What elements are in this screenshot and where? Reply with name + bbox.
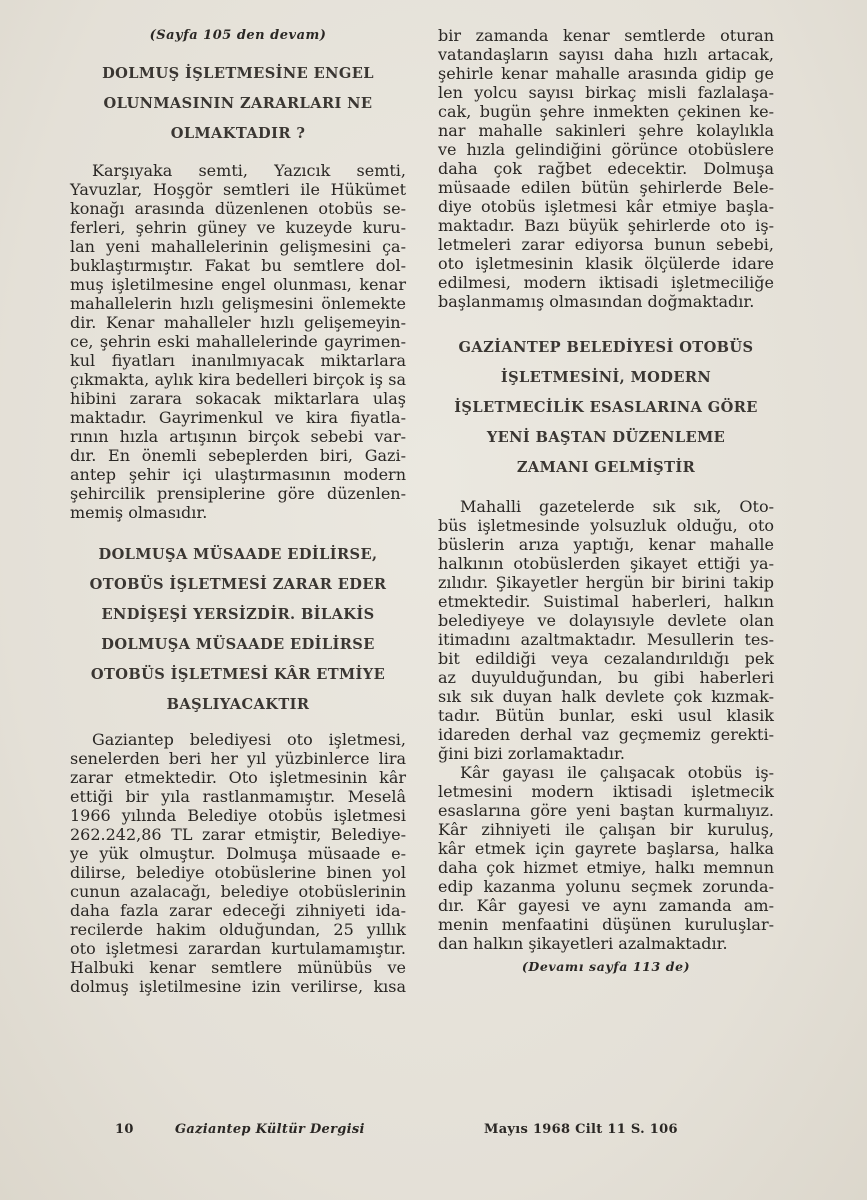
text-line: mahallelerin hızlı gelişmesini önlemekte (70, 294, 406, 313)
text-line: dır. Kâr gayesi ve aynı zamanda am- (438, 896, 774, 915)
text-line: ettiği bir yıla rastlanmamıştır. Meselâ (70, 787, 406, 806)
section-heading-1 (70, 59, 406, 149)
heading-line: ZAMANI GELMİŞTİR (516, 459, 696, 476)
text-line: Kâr zihniyeti ile çalışan bir kuruluş, (438, 820, 774, 839)
heading-line: DOLMUŞ İŞLETMESİNE ENGEL (102, 65, 374, 82)
text-line: maktadır. Gayrimenkul ve kira fiyatla- (70, 408, 406, 427)
text-line: bir zamanda kenar semtlerde oturan (438, 26, 774, 45)
text-line: halkının otobüslerden şikayet ettiği ya- (438, 554, 774, 573)
text-line: diye otobüs işletmesi kâr etmiye başla- (438, 197, 774, 216)
section-heading-2 (70, 540, 406, 720)
text-line: Mahalli gazetelerde sık sık, Oto- (460, 497, 774, 516)
text-line: esaslarına göre yeni baştan kurmalıyız. (438, 801, 774, 820)
left-column (70, 28, 406, 996)
paragraph-4 (438, 497, 774, 763)
text-line: konağı arasında düzenlenen otobüs se- (70, 199, 406, 218)
text-line: tadır. Bütün bunlar, eski usul klasik (438, 706, 774, 725)
text-line: muş işletilmesine engel olunması, kenar (70, 275, 406, 294)
text-line: az duyulduğundan, bu gibi haberleri (438, 668, 774, 687)
text-line: kul fiyatları inanılmıyacak miktarlara (70, 351, 406, 370)
text-line: şehircilik prensiplerine göre düzenlen- (70, 484, 406, 503)
text-line: rının hızla artışının birçok sebebi var- (70, 427, 406, 446)
text-line: recilerde hakim olduğundan, 25 yıllık (70, 920, 406, 939)
text-line: Kâr gayası ile çalışacak otobüs iş- (460, 763, 774, 782)
text-line: itimadını azaltmaktadır. Mesullerin tes- (438, 630, 774, 649)
text-line: edilmesi, modern iktisadi işletmeciliğe (438, 273, 774, 292)
text-line: Gaziantep belediyesi oto işletmesi, (92, 730, 406, 749)
text-line: bit edildiği veya cezalandırıldığı pek (438, 649, 774, 668)
text-line: dilirse, belediye otobüslerine binen yol (70, 863, 406, 882)
text-line: hibini zarara sokacak miktarlara ulaş (70, 389, 406, 408)
text-line: memiş olmasıdır. (70, 503, 208, 522)
text-line: cak, bugün şehre inmekten çekinen ke- (438, 102, 774, 121)
text-line: letmesini modern iktisadi işletmecik (438, 782, 774, 801)
text-line: nar mahalle sakinleri şehre kolaylıkla (438, 121, 774, 140)
text-line: Yavuzlar, Hoşgör semtleri ile Hükümet (70, 180, 406, 199)
text-line: dan halkın şikayetleri azalmaktadır. (438, 934, 728, 953)
heading-line: DOLMUŞA MÜSAADE EDİLİRSE, (98, 546, 378, 563)
journal-name: Gaziantep Kültür Dergisi (175, 1122, 365, 1137)
text-line: müsaade edilen bütün şehirlerde Bele- (438, 178, 774, 197)
text-line: daha çok hizmet etmiye, halkı memnun (438, 858, 774, 877)
text-line: senelerden beri her yıl yüzbinlerce lira (70, 749, 406, 768)
text-line: daha çok rağbet edecektir. Dolmuşa (438, 159, 774, 178)
section-heading-3 (438, 333, 774, 483)
text-line: şehirle kenar mahalle arasında gidip ge (438, 64, 774, 83)
text-line: buklaştırmıştır. Fakat bu semtlere dol- (70, 256, 406, 275)
text-line: ce, şehrin eski mahallelerinde gayrimen- (70, 332, 406, 351)
right-column (438, 26, 774, 974)
text-line: ğini bizi zorlamaktadır. (438, 744, 625, 763)
heading-line: İŞLETMESİNİ, MODERN (500, 369, 712, 386)
text-line: başlanmamış olmasından doğmaktadır. (438, 292, 755, 311)
text-line: oto işletmesi zarardan kurtulamamıştır. (70, 939, 406, 958)
text-line: zılıdır. Şikayetler hergün bir birini takip (438, 573, 774, 592)
heading-line: DOLMUŞA MÜSAADE EDİLİRSE (101, 636, 375, 653)
heading-line: GAZİANTEP BELEDİYESİ OTOBÜS (458, 339, 754, 356)
text-line: oto işletmesinin klasik ölçülerde idare (438, 254, 774, 273)
text-line: büslerin arıza yaptığı, kenar mahalle (438, 535, 774, 554)
text-line: idareden derhal vaz geçmemiz gerekti- (438, 725, 774, 744)
text-line: daha fazla zarar edeceği zihniyeti ida- (70, 901, 406, 920)
text-line: belediyeye ve dolayısıyle devlete olan (438, 611, 774, 630)
heading-line: OTOBÜS İŞLETMESİ ZARAR EDER (89, 576, 387, 593)
text-line: menin menfaatini düşünen kuruluşlar- (438, 915, 774, 934)
text-line: edip kazanma yolunu seçmek zorunda- (438, 877, 774, 896)
text-line: 1966 yılında Belediye otobüs işletmesi (70, 806, 406, 825)
paragraph-3 (438, 26, 774, 311)
page-number: 10 (115, 1122, 134, 1137)
text-line: cunun azalacağı, belediye otobüslerinin (70, 882, 406, 901)
paragraph-1 (70, 161, 406, 522)
continued-to-note: (Devamı sayfa 113 de) (521, 959, 691, 974)
text-line: etmektedir. Suistimal haberleri, halkın (438, 592, 774, 611)
text-line: ye yük olmuştur. Dolmuşa müsaade e- (70, 844, 406, 863)
text-line: Halbuki kenar semtlere münübüs ve (70, 958, 406, 977)
text-line: dır. En önemli sebeplerden biri, Gazi- (70, 446, 406, 465)
text-line: maktadır. Bazı büyük şehirlerde oto iş- (438, 216, 774, 235)
text-line: sık sık duyan halk devlete çok kızmak- (438, 687, 774, 706)
text-line: dolmuş işletilmesine izin verilirse, kısa (70, 977, 406, 996)
heading-line: İŞLETMECİLİK ESASLARINA GÖRE (454, 399, 758, 416)
heading-line: YENİ BAŞTAN DÜZENLEME (486, 429, 726, 446)
heading-line: OTOBÜS İŞLETMESİ KÂR ETMİYE (90, 666, 386, 683)
text-line: ve hızla gelindiğini görünce otobüslere (438, 140, 774, 159)
text-line: Karşıyaka semti, Yazıcık semti, (92, 161, 406, 180)
text-line: len yolcu sayısı birkaç misli fazlalaşa- (438, 83, 774, 102)
text-line: dir. Kenar mahalleler hızlı gelişemeyin- (70, 313, 406, 332)
text-line: büs işletmesinde yolsuzluk olduğu, oto (438, 516, 774, 535)
text-line: çıkmakta, aylık kira bedelleri birçok iş sa (70, 370, 406, 389)
heading-line: BAŞLIYACAKTIR (166, 696, 310, 713)
continued-from-note: (Sayfa 105 den devam) (149, 28, 327, 43)
heading-line: OLMAKTADIR ? (170, 125, 306, 142)
heading-line: OLUNMASININ ZARARLARI NE (103, 95, 373, 112)
text-line: zarar etmektedir. Oto işletmesinin kâr (70, 768, 406, 787)
paragraph-5 (438, 763, 774, 953)
text-line: ferleri, şehrin güney ve kuzeyde kuru- (70, 218, 406, 237)
issue-info: Mayıs 1968 Cilt 11 S. 106 (484, 1122, 678, 1137)
text-line: 262.242,86 TL zarar etmiştir, Belediye- (70, 825, 406, 844)
text-line: vatandaşların sayısı daha hızlı artacak, (438, 45, 774, 64)
text-line: lan yeni mahallelerinin gelişmesini ça- (70, 237, 406, 256)
heading-line: ENDİŞEŞİ YERSİZDİR. BİLAKİS (101, 606, 375, 623)
text-line: kâr etmek için gayrete başlarsa, halka (438, 839, 774, 858)
text-line: letmeleri zarar ediyorsa bunun sebebi, (438, 235, 774, 254)
text-line: antep şehir içi ulaştırmasının modern (70, 465, 406, 484)
paragraph-2 (70, 730, 406, 996)
